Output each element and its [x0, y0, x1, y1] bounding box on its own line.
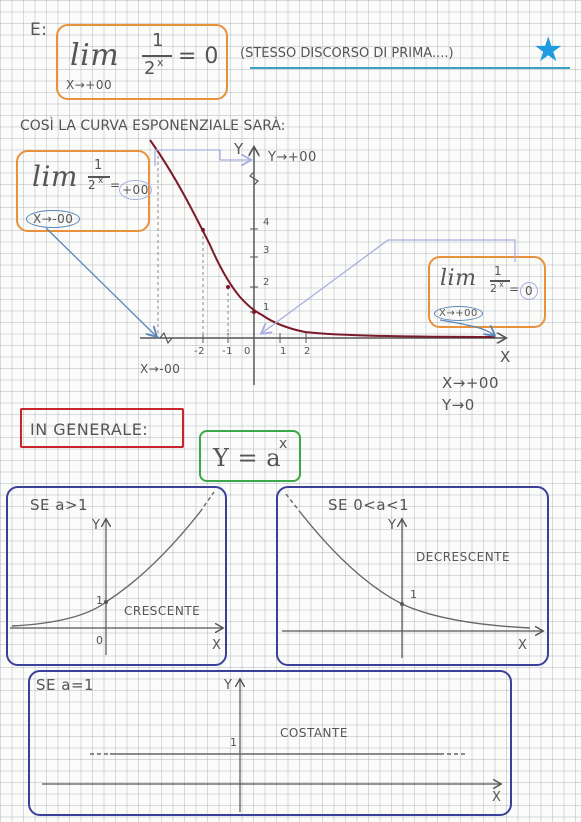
limit-equals: = 0 — [178, 44, 219, 69]
left-frac-den: 2 — [88, 178, 97, 192]
left-lim-word: lim — [32, 160, 78, 193]
star-icon: ★ — [533, 30, 564, 70]
main-y-label: Y — [234, 140, 244, 158]
case-constant-y: Y — [224, 678, 233, 693]
case-increasing-one: 1 — [96, 594, 104, 607]
x-to-minus-infinity-note: X→-00 — [140, 362, 181, 376]
main-x-label: X — [500, 348, 511, 366]
case-increasing-y: Y — [92, 518, 101, 533]
y-to-zero-note: Y→0 — [442, 396, 475, 414]
general-title: IN GENERALE: — [30, 420, 149, 439]
case-increasing-x: X — [212, 638, 222, 653]
case1-point — [104, 600, 108, 604]
left-frac-num: 1 — [94, 158, 103, 173]
right-limit-x-arrow — [440, 320, 494, 335]
curve-point-minus2 — [201, 228, 205, 232]
case-increasing-note: CRESCENTE — [124, 604, 201, 618]
right-frac-den: 2 — [490, 282, 498, 295]
case-decreasing-one: 1 — [410, 588, 418, 601]
y-tick-4: 4 — [263, 217, 270, 228]
right-lim-word: lim — [440, 266, 477, 291]
fraction-numerator: 1 — [152, 30, 164, 51]
x-tick-1: 1 — [280, 346, 287, 357]
case-decreasing-note: DECRESCENTE — [416, 550, 511, 564]
left-limit-y-arrow — [155, 150, 250, 166]
right-frac-num: 1 — [494, 264, 503, 278]
section-title: COSÌ LA CURVA ESPONENZIALE SARÀ: — [20, 118, 286, 134]
left-lim-equals: = — [110, 178, 121, 192]
lim-subscript: X→+00 — [66, 78, 113, 92]
exponential-curve — [150, 140, 495, 337]
right-limit-y-arrow — [262, 240, 515, 333]
case2-point — [400, 602, 404, 606]
y-tick-1: 1 — [263, 302, 270, 313]
right-lim-value: 0 — [520, 282, 538, 300]
case-constant-heading: SE a=1 — [36, 676, 95, 694]
y-to-infinity-note: Y→+00 — [268, 150, 317, 165]
left-lim-sub: X→-00 — [26, 210, 80, 228]
left-lim-value: +00 — [119, 180, 152, 200]
left-limit-x-arrow — [46, 228, 156, 336]
y-tick-3: 3 — [263, 245, 270, 256]
curve-point-0 — [252, 310, 256, 314]
x-tick-2: 2 — [304, 346, 311, 357]
case2-curve-dashed — [286, 494, 300, 512]
case-increasing-zero: 0 — [96, 634, 104, 647]
case-decreasing-y: Y — [388, 518, 397, 533]
formula-base: Y = a — [213, 444, 282, 472]
header-note: (STESSO DISCORSO DI PRIMA....) — [240, 46, 454, 61]
case-constant-one: 1 — [230, 736, 238, 749]
left-frac-exp: x — [98, 176, 104, 186]
case1-curve-dashed — [200, 492, 214, 512]
x-tick-0: 0 — [244, 346, 251, 357]
case-constant-note: COSTANTE — [280, 726, 348, 740]
case-increasing-heading: SE a>1 — [30, 496, 89, 514]
formula-exponent: x — [279, 436, 288, 452]
case2-curve — [300, 512, 530, 628]
exercise-prefix: E: — [30, 20, 48, 40]
y-tick-2: 2 — [263, 277, 270, 288]
right-frac-exp: x — [499, 280, 505, 289]
curve-point-minus1 — [226, 285, 230, 289]
right-lim-sub: X→+00 — [434, 306, 483, 321]
lim-word: lim — [70, 38, 120, 73]
x-tick-minus2: -2 — [194, 346, 205, 357]
case-decreasing-x: X — [518, 638, 528, 653]
x-tick-minus1: -1 — [222, 346, 233, 357]
fraction-exponent: x — [157, 56, 165, 69]
fraction-denominator: 2 — [144, 58, 156, 79]
case-decreasing-heading: SE 0<a<1 — [328, 496, 410, 514]
right-lim-equals: = — [509, 282, 520, 296]
x-to-plus-infinity-note: X→+00 — [442, 374, 499, 392]
case-constant-x: X — [492, 790, 502, 805]
